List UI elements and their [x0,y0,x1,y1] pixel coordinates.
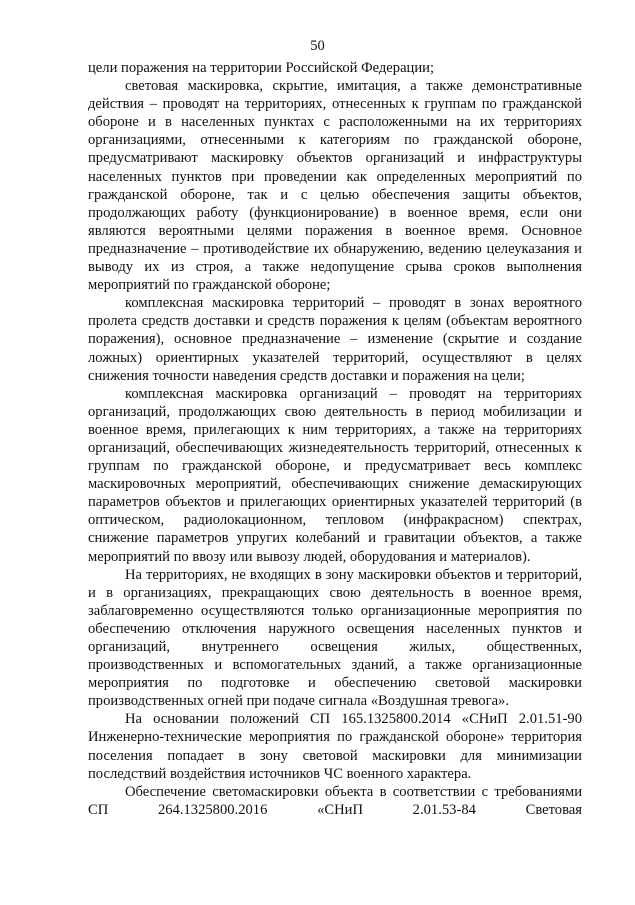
page-number: 50 [310,38,325,54]
paragraph-light-masking-requirements: Обеспечение светомаскировки объекта в соответствии с требованиями СП 264.1325800.2016 «СНиП 2.01.53-84 Световая [88,783,582,818]
paragraph-target-continuation: цели поражения на территории Российской Федерации; [88,60,435,76]
document-body [88,59,582,819]
paragraph-light-camouflage: световая маскировка, скрытие, имитация, а также демонстративные действия – проводят на территориях, отнесенных к группам по гражданской обороне и в населенных пунктах с расположенными на их территориях организациями, отнесенными к категориям по гражданской обороне, предусматривают маскировку объектов организаций и инфраструктуры населенных пунктов при проведении как определенных мероприятий по гражданской обороне, так и с целью обеспечения защиты объектов, продолжающих работу (функционирование) в военное время, если они являются вероятными целями поражения в военное время. Основное предназначение – противодействие их обнаружению, ведению целеуказания и выводу их из строя, а также недопущение срыва сроков выполнения мероприятий по гражданской обороне; [88,78,582,294]
paragraph-territory-camouflage: комплексная маскировка территорий – проводят в зонах вероятного пролета средств доставки и средств поражения к целям (объектам вероятного поражения), основное предназначение – изменение (скрытие и создание ложных) ориентирных указателей территорий, осуществляют в целях снижения точности наведения средств доставки и поражения на цели; [88,295,582,384]
paragraph-organization-camouflage: комплексная маскировка организаций – проводят на территориях организаций, продолжающих свою деятельность в период мобилизации и военное время, прилегающих к ним территориях, а также на территориях организаций, обеспечивающих жизнедеятельность территорий, отнесенных к группам по гражданской обороне, и предусматривает весь комплекс маскировочных мероприятий, обеспечивающих снижение демаскирующих параметров объектов и прилегающих ориентирных указателей территорий (в оптическом, радиолокационном, тепловом (инфракрасном) спектрах, снижение параметров упругих колебаний и гравитации объектов, а также мероприятий по ввозу или вывозу людей, оборудования и материалов). [88,385,582,565]
paragraph-regulation-basis: На основании положений СП 165.1325800.2014 «СНиП 2.01.51-90 Инженерно-технические мероприятия по гражданской обороне» территория поселения попадает в зону световой маскировки для минимизации последствий воздействия источников ЧС военного характера. [88,711,582,782]
paragraph-non-camouflage-zones: На территориях, не входящих в зону маскировки объектов и территорий, и в организациях, прекращающих свою деятельность в военное время, заблаговременно осуществляются только организационные мероприятия по обеспечению отключения наружного освещения населенных пунктов и организаций, внутреннего освещения жилых, общественных, производственных и вспомогательных зданий, а также организационные мероприятия по подготовке и обеспечению световой маскировки производственных огней при подаче сигнала «Воздушная тревога». [88,566,582,710]
